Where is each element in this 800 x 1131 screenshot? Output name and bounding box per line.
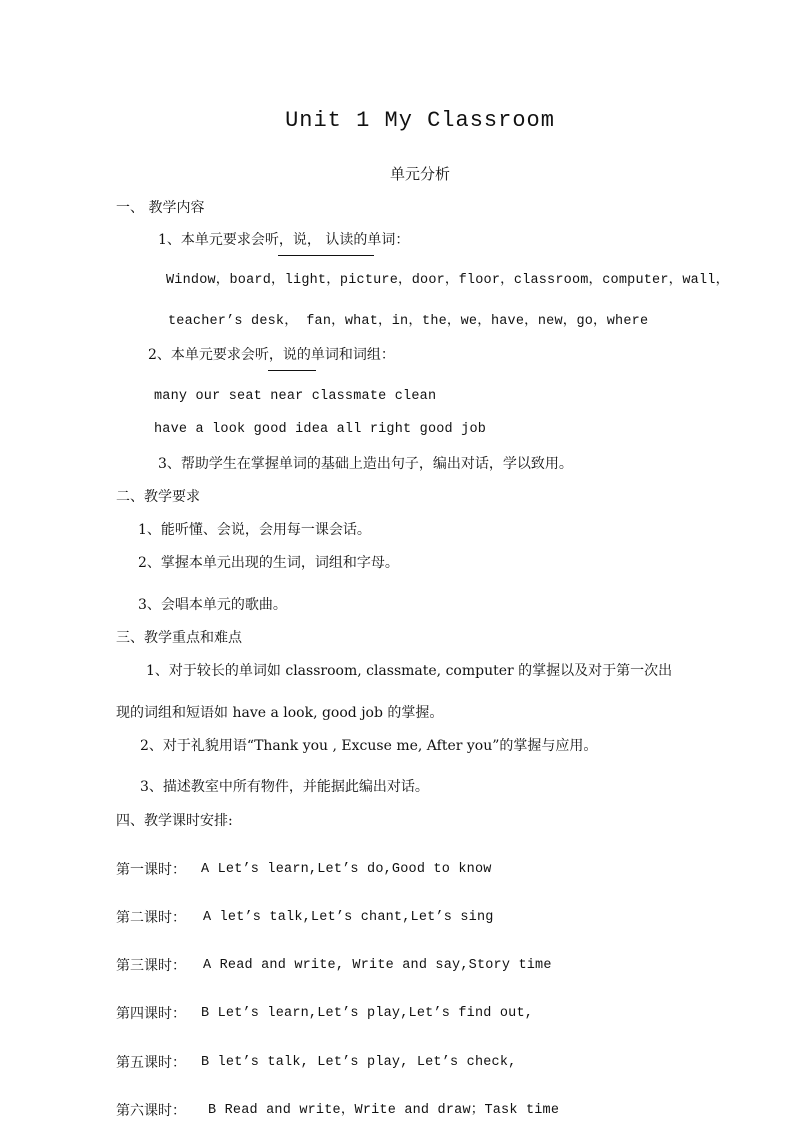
underline-2 (268, 370, 316, 371)
section-3-item-3: 3、描述教室中所有物件，并能据此编出对话。 (140, 779, 429, 795)
section-1-heading: 一、 教学内容 (116, 200, 205, 216)
lesson-label: 第二课时： (116, 910, 186, 926)
lesson-label: 第四课时： (116, 1006, 186, 1022)
section-4-heading: 四、教学课时安排: (116, 813, 233, 829)
lesson-content: B Let’s learn,Let’s play,Let’s find out, (201, 1006, 534, 1021)
lesson-content: A Let’s learn,Let’s do,Good to know (201, 862, 492, 877)
section-3-item-1b: 现的词组和短语如 have a look, good job 的掌握。 (116, 705, 444, 721)
page-title: Unit 1 My Classroom (285, 108, 555, 133)
section-3-heading: 三、教学重点和难点 (116, 630, 242, 646)
lesson-content: A Read and write, Write and say,Story time (203, 958, 552, 973)
lesson-content: B let’s talk, Let’s play, Let’s check, (201, 1055, 517, 1070)
section-2-heading: 二、教学要求 (116, 489, 200, 505)
lesson-label: 第五课时： (116, 1055, 186, 1071)
section-2-item-3: 3、会唱本单元的歌曲。 (138, 597, 287, 613)
section-3-item-1a: 1、对于较长的单词如 classroom, classmate, computer 的掌握以及对于第一次出 (146, 663, 673, 679)
lesson-content: B Read and write，Write and draw；Task time (208, 1103, 560, 1118)
vocab-line-2: teacher’s desk， fan，what，in，the，we，have，new，go，where (168, 314, 649, 329)
vocab-line-3: many our seat near classmate clean (154, 389, 437, 404)
underline-1 (278, 255, 374, 256)
section-2-item-2: 2、掌握本单元出现的生词，词组和字母。 (138, 555, 399, 571)
section-1-item-2: 2、本单元要求会听，说的单词和词组： (148, 347, 395, 363)
lesson-label: 第三课时： (116, 958, 186, 974)
vocab-line-1: Window，board，light，picture，door，floor，classroom，computer，wall， (166, 273, 730, 288)
lesson-label: 第一课时： (116, 862, 186, 878)
vocab-line-4: have a look good idea all right good job (154, 422, 487, 437)
section-1-item-3: 3、帮助学生在掌握单词的基础上造出句子，编出对话，学以致用。 (158, 456, 573, 472)
lesson-content: A let’s talk,Let’s chant,Let’s sing (203, 910, 494, 925)
unit-analysis-heading: 单元分析 (389, 165, 450, 183)
section-1-item-1: 1、本单元要求会听，说， 认读的单词： (158, 232, 410, 248)
section-3-item-2: 2、对于礼貌用语“Thank you , Excuse me, After you”的掌握与应用。 (140, 738, 598, 754)
section-2-item-1: 1、能听懂、会说，会用每一课会话。 (138, 522, 371, 538)
lesson-label: 第六课时： (116, 1103, 186, 1119)
